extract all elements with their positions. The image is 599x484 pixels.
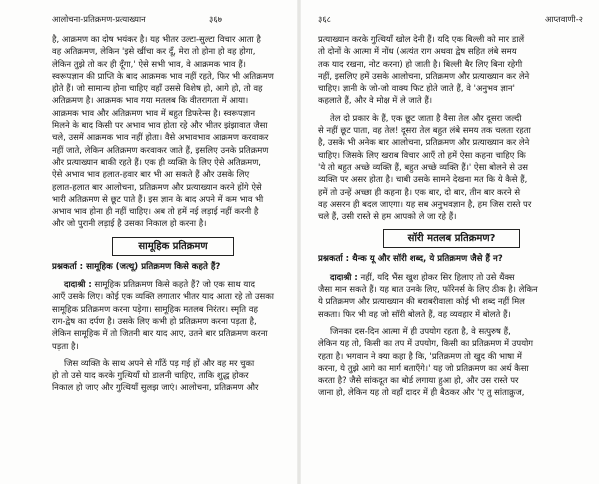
text-line: हो तो उसे याद करके गुत्थियाँ धो डालनी चाहिए, ताकि शुद्ध होकर xyxy=(52,370,249,381)
text-line: सामूहिक प्रतिक्रमण करना पड़ेगा। सामूहिक मतलब निरंतर। स्मृति वह xyxy=(52,303,258,314)
text-line: आक्रमक भाव और अतिक्रमण भाव में बहुत डिफरेन्स है। स्वरूपज्ञान xyxy=(52,107,256,118)
text-line: तक याद रखना, नोट करना) हो जाती है। बिल्ली बैर लिए बिना रहेगी xyxy=(318,58,523,69)
text-line: रहता है। भगवान ने क्या कहा है कि, 'प्रतिक्रमण तो खुद की भाषा में xyxy=(318,350,522,361)
text-line: वह अतिक्रमण, लेकिन 'इसे खींचा कर दूँ, मेरा तो होना हो वह होगा, xyxy=(52,46,256,57)
text-line: मिलने के बाद किसी पर अभाव भाव होता रहे और भीतर झंझावात जैसा xyxy=(52,120,268,131)
text-line: अभाव भाव होना ही नहीं चाहिए। अब तो हमें नई लड़ाई नहीं करनी है xyxy=(52,206,259,217)
text-line: व्यक्ति पर असर होता है। चाबी उसके सामने देखना मत कि ये कैसे हैं, xyxy=(318,174,528,185)
right-answer-line-0: नहीं, यदि भैंस खुश होकर सिर हिलाए तो उसे थैंक्स xyxy=(360,271,515,282)
text-line: चाहिए। जिसके लिए खराब विचार आएँ तो हमें ऐसा कहना चाहिए कि xyxy=(318,149,526,160)
text-line: है, आक्रमण का दोष भयंकर है। यह भीतर उल्टा-सुल्टा विचार आता है xyxy=(52,34,261,44)
left-running-head xyxy=(52,14,294,25)
left-answer xyxy=(52,278,294,352)
text-line: 'ये तो बहुत अच्छे व्यक्ति हैं, बहुत अच्छे व्यक्ति हैं।' ऐसा बोलने से उस xyxy=(318,161,528,172)
text-line: अतिक्रमण है। आक्रमक भाव गया मतलब कि वीतरागता में आया। xyxy=(52,95,249,106)
text-line: है, उसके भी अनेक बार आलोचना, प्रतिक्रमण और प्रत्याख्यान कर लेने xyxy=(318,137,530,148)
text-line: आएँ उसके लिए। कोई एक व्यक्ति लगातार भीतर याद आता रहे तो उसका xyxy=(52,291,274,302)
text-line: राग-द्वेष का दर्पण है। उसके लिए कभी हो प्रतिक्रमण करना पड़ता है, xyxy=(52,315,257,326)
left-paragraph-2 xyxy=(52,357,294,394)
text-line: हमें तो उन्हें अच्छा ही कहना है। एक बार, दो बार, तीन बार करने से xyxy=(318,186,521,197)
text-line: भारी अतिक्रमण से छूट पाते हैं। इस ज्ञान के बाद अपने में कम भाव भी xyxy=(52,193,264,204)
left-running-title: आलोचना-प्रतिक्रमण-प्रत्याख्यान xyxy=(52,14,146,24)
right-running-title: आप्तवाणी-२ xyxy=(545,14,583,24)
text-line: जिनका दस-दिन आत्मा में ही उपयोग रहता है, वे सत्पुरुष हैं, xyxy=(330,325,511,336)
text-line: प्रत्याख्यान करके गुत्थियाँ खोल देनी हैं। यदि एक बिल्ली को मार डालें xyxy=(318,34,525,44)
text-line: और जो पुरानी लड़ाई है उसका निकाल हो करना है। xyxy=(52,218,207,229)
text-line: स्वरूपज्ञान की प्राप्ति के बाद आक्रमक भाव नहीं रहते, फिर भी अतिक्रमण xyxy=(52,70,274,81)
text-line: करता है? जैसे सांकदूत का बोर्ड लगाया हुआ हो, और उस रास्ते पर xyxy=(318,375,519,386)
right-question xyxy=(318,253,585,265)
text-line: चले, उसमें आक्रमक भाव नहीं होता। वैसे अभावभाव आक्रमण करवाकर xyxy=(52,132,269,143)
text-line: जिस व्यक्ति के साथ अपने से गाँठें पड़ गई हों और वह मर चुका xyxy=(64,357,255,368)
text-line: जाना हो, लेकिन यह तो वहाँ दादर में ही बैठकर और 'ए तु सांताक्रुज, xyxy=(318,387,525,398)
left-question-text: सामूहिक (जत्थू) प्रतिक्रमण किसे कहते हैं? xyxy=(86,261,221,272)
text-line: हलात-हलात बार आलोचना, प्रतिक्रमण और प्रत्याख्यान करने होंगे ऐसे xyxy=(52,181,262,192)
text-line: चाहिए। ज्ञानी के जो-जो वाक्य फिट होते जाते हैं, वे 'अनुभव ज्ञान' xyxy=(318,83,515,94)
text-line: सकता। फिर भी वह जो सॉरी बोलते हैं, वह व्यवहार में बोलते हैं। xyxy=(318,308,511,319)
text-line: नहीं जाते, लेकिन अतिक्रमण करवाकर जाते हैं, इसलिए उनके प्रतिक्रमण xyxy=(52,144,269,155)
left-page-number: ३६७ xyxy=(209,14,222,24)
text-line: से नहीं छूट पाता, वह तेल! दूसरा तेल बहुत लंबे समय तक चलता रहता xyxy=(318,125,531,136)
text-line: जैसा मान सकते हैं। यह बात उनके लिए, फॉरेनर्स के लिए ठीक है। लेकिन xyxy=(318,284,538,295)
text-line: पड़ता है। xyxy=(52,340,79,351)
text-line: लेकिन तुझे तो कर ही दूँगा,' ऐसे सभी भाव, वे आक्रमक भाव हैं। xyxy=(52,58,246,69)
left-page xyxy=(0,0,298,484)
text-line: ये प्रतिक्रमण और प्रत्याख्यान की बराबरीवाला कोई भी शब्द नहीं मिल xyxy=(318,296,525,307)
text-line: वह असरन ही बदल जाएगा। यह सब अनुभवज्ञान है, हम जिस रास्ते पर xyxy=(318,198,532,209)
text-line: कहलाते हैं, और वे मोक्ष में ले जाते हैं। xyxy=(318,95,433,106)
text-line: लेकिन सामूहिक में तो जितनी बार याद आए, उतने बार प्रतिक्रमण करना xyxy=(52,328,268,339)
right-answer-label: दादाश्री : xyxy=(330,271,358,282)
right-paragraph-2 xyxy=(318,112,585,223)
left-question xyxy=(52,261,294,273)
right-page xyxy=(300,0,599,484)
left-question-label: प्रश्नकर्ता : xyxy=(52,261,84,272)
text-line: लेकिन यह तो, किसी का तप में उपयोग, किसी का प्रतिक्रमण में उपयोग xyxy=(318,338,534,349)
text-line: निकाल हो जाए और गुत्थियाँ सुलझ जाएं। आलोचना, प्रतिक्रमण और xyxy=(52,382,259,393)
text-line: और प्रत्याख्यान बाकी रहते हैं। एक ही व्यक्ति के लिए ऐसे अतिक्रमण, xyxy=(52,156,261,167)
left-section-heading: सामूहिक प्रतिक्रमण xyxy=(112,237,234,256)
left-paragraph-1 xyxy=(52,33,294,230)
right-paragraph-1 xyxy=(318,33,585,107)
right-answer xyxy=(318,271,585,320)
right-question-text: थैन्क यू और सॉरी शब्द, ये प्रतिक्रमण जैसे हैं न? xyxy=(352,254,503,265)
text-line: करना, ये तुझे आगे का मार्ग बताएँगे।' यह जो प्रतिक्रमण का अर्थ कैसा xyxy=(318,362,529,373)
right-page-number: ३६८ xyxy=(318,14,331,24)
right-question-label: प्रश्नकर्ता : xyxy=(318,254,350,265)
left-answer-label: दादाश्री : xyxy=(64,279,92,290)
right-section-heading: सॉरी मतलब प्रतिक्रमण? xyxy=(383,229,520,248)
text-line: ऐसे अभाव भाव हलात-हवार बार भी आ सकते हैं और उसके लिए xyxy=(52,169,250,180)
text-line: तो दोनों के आत्मा में नोंध (अत्यंत राग अथवा द्वेष सहित लंबे समय xyxy=(318,46,517,57)
text-line: तेल दो प्रकार के हैं, एक छूट जाता है वैसा तेल और दूसरा जल्दी xyxy=(330,112,522,123)
right-paragraph-3 xyxy=(318,325,585,399)
text-line: चले हैं, उसी रास्ते से हम आपको ले जा रहे हैं। xyxy=(318,211,457,222)
left-answer-line-0: सामूहिक प्रतिक्रमण किसे कहते हैं? जो एक साथ याद xyxy=(94,279,255,290)
right-running-head xyxy=(318,14,585,25)
text-line: होते हैं। जो सामान्य होना चाहिए वहाँ उससे विशेष हो, आगे हो, तो वह xyxy=(52,83,263,94)
text-line: नहीं, इसलिए हमें उसके आलोचना, प्रतिक्रमण और प्रत्याख्यान कर लेने xyxy=(318,70,530,81)
